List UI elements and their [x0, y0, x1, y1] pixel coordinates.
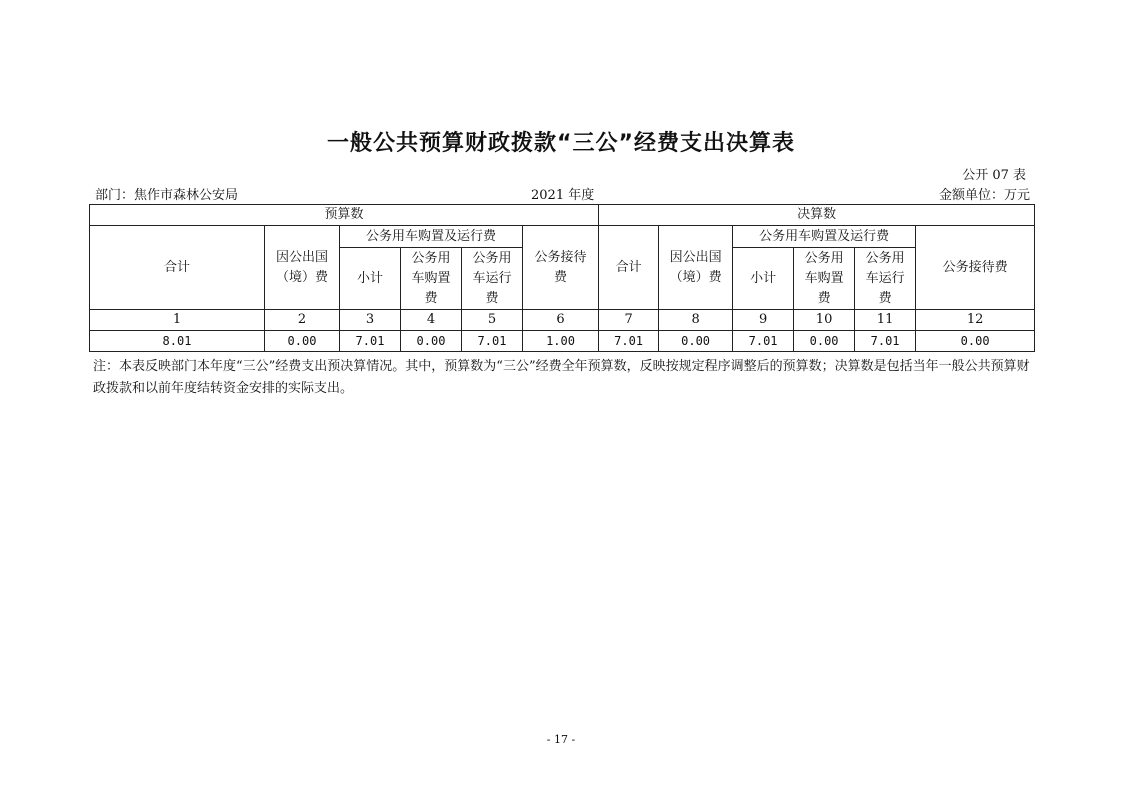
- value-cell: 7.01: [733, 331, 794, 352]
- form-number: 公开 07 表: [962, 168, 1026, 183]
- header-subtotal-final: 小计: [733, 248, 794, 310]
- index-cell: 2: [265, 310, 340, 331]
- year-label: 2021 年度: [531, 188, 595, 203]
- index-cell: 7: [599, 310, 659, 331]
- index-cell: 6: [523, 310, 599, 331]
- value-cell: 7.01: [462, 331, 523, 352]
- group-header-final: 决算数: [599, 205, 1035, 226]
- header-vehicle-purchase-budget: 公务用 车购置 费: [401, 248, 462, 310]
- header-total-budget: 合计: [90, 226, 265, 310]
- index-cell: 4: [401, 310, 462, 331]
- value-cell: 8.01: [90, 331, 265, 352]
- value-cell: 0.00: [916, 331, 1035, 352]
- index-row: [90, 310, 1035, 331]
- value-cell: 7.01: [340, 331, 401, 352]
- index-cell: 1: [90, 310, 265, 331]
- header-abroad-budget: 因公出国 （境）费: [265, 226, 340, 310]
- group-header-budget: 预算数: [90, 205, 599, 226]
- header-subtotal-budget: 小计: [340, 248, 401, 310]
- index-cell: 10: [794, 310, 855, 331]
- meta-row: [95, 184, 1030, 202]
- header-reception-budget: 公务接待 费: [523, 226, 599, 310]
- value-cell: 7.01: [599, 331, 659, 352]
- index-cell: 3: [340, 310, 401, 331]
- page-number: - 17 -: [546, 733, 576, 746]
- unit-label: 金额单位：万元: [938, 188, 1030, 203]
- header-vehicle-group-budget: 公务用车购置及运行费: [340, 226, 523, 248]
- header-reception-final: 公务接待费: [916, 226, 1035, 310]
- index-cell: 12: [916, 310, 1035, 331]
- footnote: 注：本表反映部门本年度“三公”经费支出预决算情况。其中，预算数为“三公”经费全年预算数，反映按规定程序调整后的预算数；决算数是包括当年一般公共预算财政拨款和以前年度结转资金安排的实际支出。: [93, 359, 1030, 396]
- department-label: 部门：焦作市森林公安局: [95, 188, 239, 203]
- header-vehicle-operation-final: 公务用 车运行 费: [855, 248, 916, 310]
- value-cell: 1.00: [523, 331, 599, 352]
- value-cell: 7.01: [855, 331, 916, 352]
- value-cell: 0.00: [794, 331, 855, 352]
- value-cell: 0.00: [401, 331, 462, 352]
- page-title: 一般公共预算财政拨款“三公”经费支出决算表: [327, 131, 795, 156]
- value-cell: 0.00: [659, 331, 733, 352]
- expense-table: [89, 204, 1035, 352]
- header-vehicle-purchase-final: 公务用 车购置 费: [794, 248, 855, 310]
- index-cell: 11: [855, 310, 916, 331]
- value-cell: 0.00: [265, 331, 340, 352]
- index-cell: 9: [733, 310, 794, 331]
- header-abroad-final: 因公出国 （境）费: [659, 226, 733, 310]
- index-cell: 8: [659, 310, 733, 331]
- header-total-final: 合计: [599, 226, 659, 310]
- header-vehicle-operation-budget: 公务用 车运行 费: [462, 248, 523, 310]
- header-vehicle-group-final: 公务用车购置及运行费: [733, 226, 916, 248]
- value-row: [90, 331, 1035, 352]
- index-cell: 5: [462, 310, 523, 331]
